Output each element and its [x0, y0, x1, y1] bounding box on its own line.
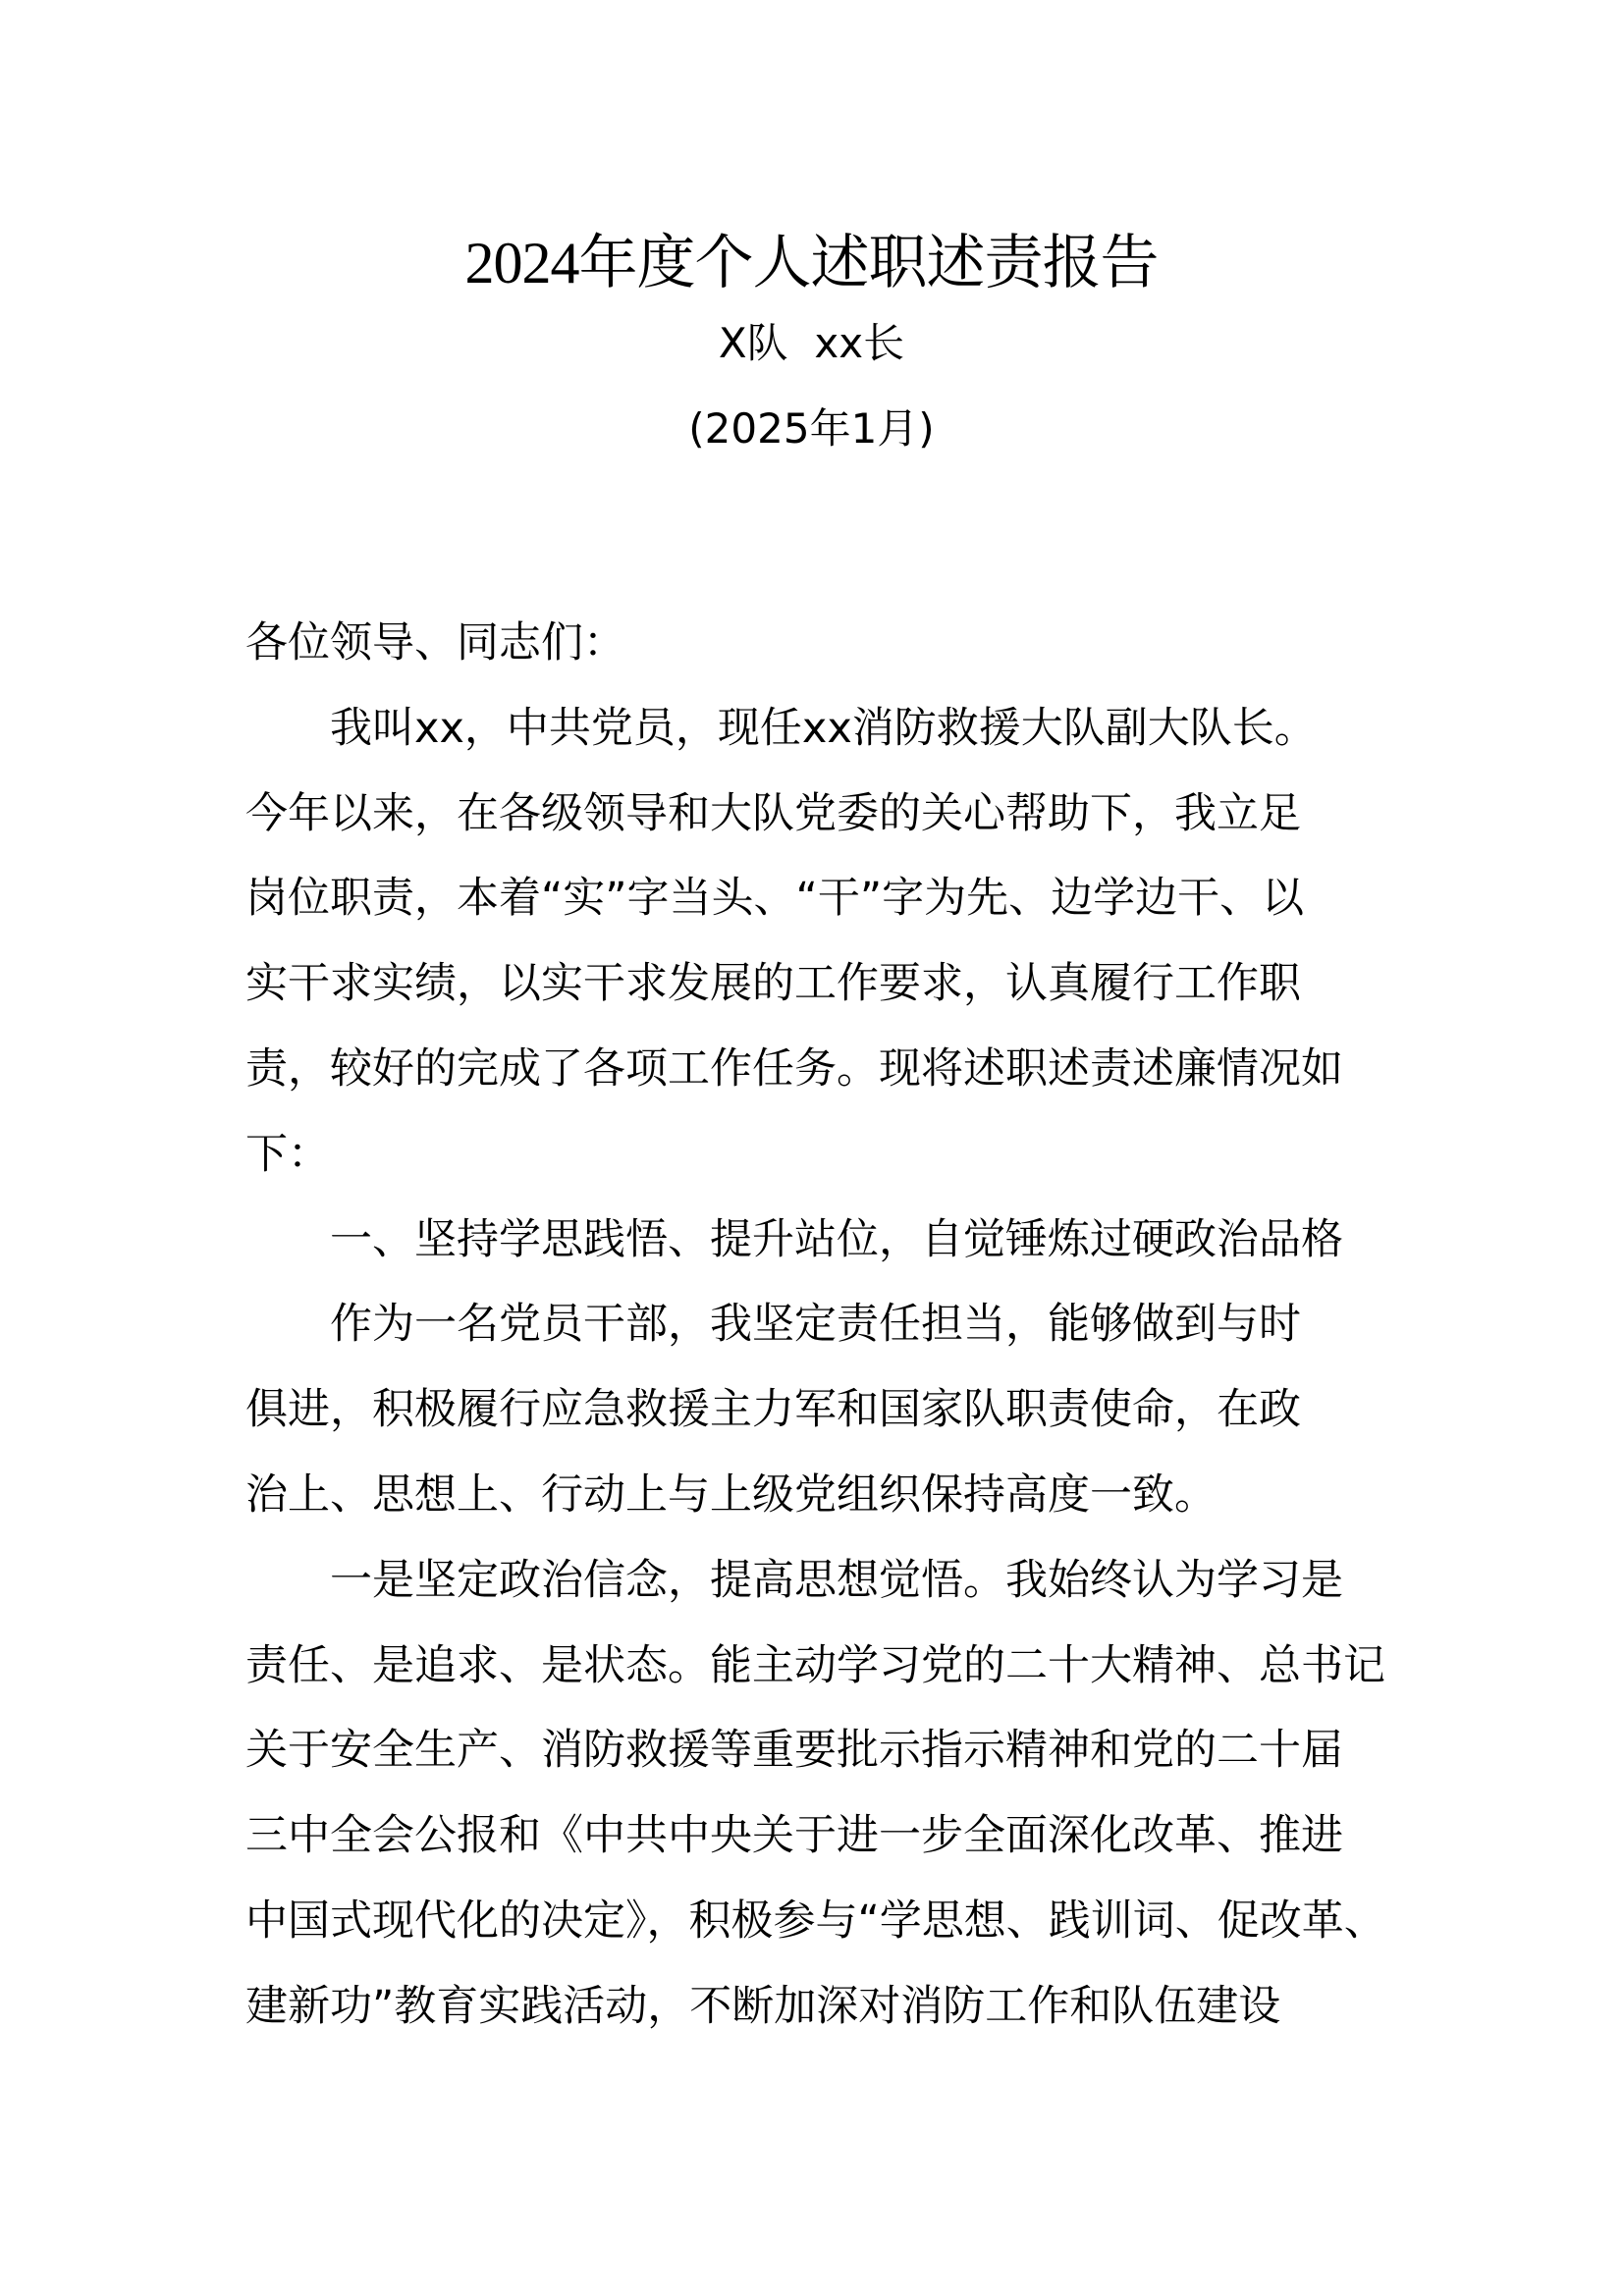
point1-line-3: 关于安全生产、消防救援等重要批示指示精神和党的二十届	[245, 1726, 1343, 1776]
section-heading-1: 一、坚持学思践悟、提升站位，自觉锤炼过硬政治品格	[330, 1214, 1343, 1264]
intro-line-5: 责，较好的完成了各项工作任务。现将述职述责述廉情况如	[245, 1043, 1343, 1094]
intro-line-1: 我叫xx，中共党员，现任xx消防救援大队副大队长。	[330, 703, 1317, 753]
intro-line-6: 下：	[245, 1129, 330, 1179]
point1-line-6: 建新功”教育实践活动，不断加深对消防工作和队伍建设	[245, 1981, 1281, 2031]
document-title: 2024年度个人述职述责报告	[464, 231, 1159, 295]
author-line: X队 xx长	[718, 319, 905, 367]
salutation: 各位领导、同志们：	[245, 618, 625, 667]
point1-line-5: 中国式现代化的决定》，积极参与“学思想、践训词、促改革、	[245, 1896, 1386, 1946]
date-line: (2025年1月)	[688, 404, 935, 453]
section1-line-2: 俱进，积极履行应急救援主力军和国家队职责使命，在政	[245, 1385, 1301, 1435]
section1-line-1: 作为一名党员干部，我坚定责任担当，能够做到与时	[330, 1300, 1301, 1350]
point1-line-2: 责任、是追求、是状态。能主动学习党的二十大精神、总书记	[245, 1640, 1385, 1690]
section1-line-3: 治上、思想上、行动上与上级党组织保持高度一致。	[245, 1469, 1217, 1520]
intro-line-2: 今年以来，在各级领导和大队党委的关心帮助下，我立足	[245, 788, 1301, 838]
point1-line-1: 一是坚定政治信念，提高思想觉悟。我始终认为学习是	[330, 1555, 1343, 1605]
point1-line-4: 三中全会公报和《中共中央关于进一步全面深化改革、推进	[245, 1811, 1343, 1861]
intro-line-3: 岗位职责，本着“实”字当头、“干”字为先、边学边干、以	[245, 874, 1305, 924]
document-body	[245, 601, 1389, 2050]
intro-line-4: 实干求实绩，以实干求发展的工作要求，认真履行工作职	[245, 959, 1301, 1009]
